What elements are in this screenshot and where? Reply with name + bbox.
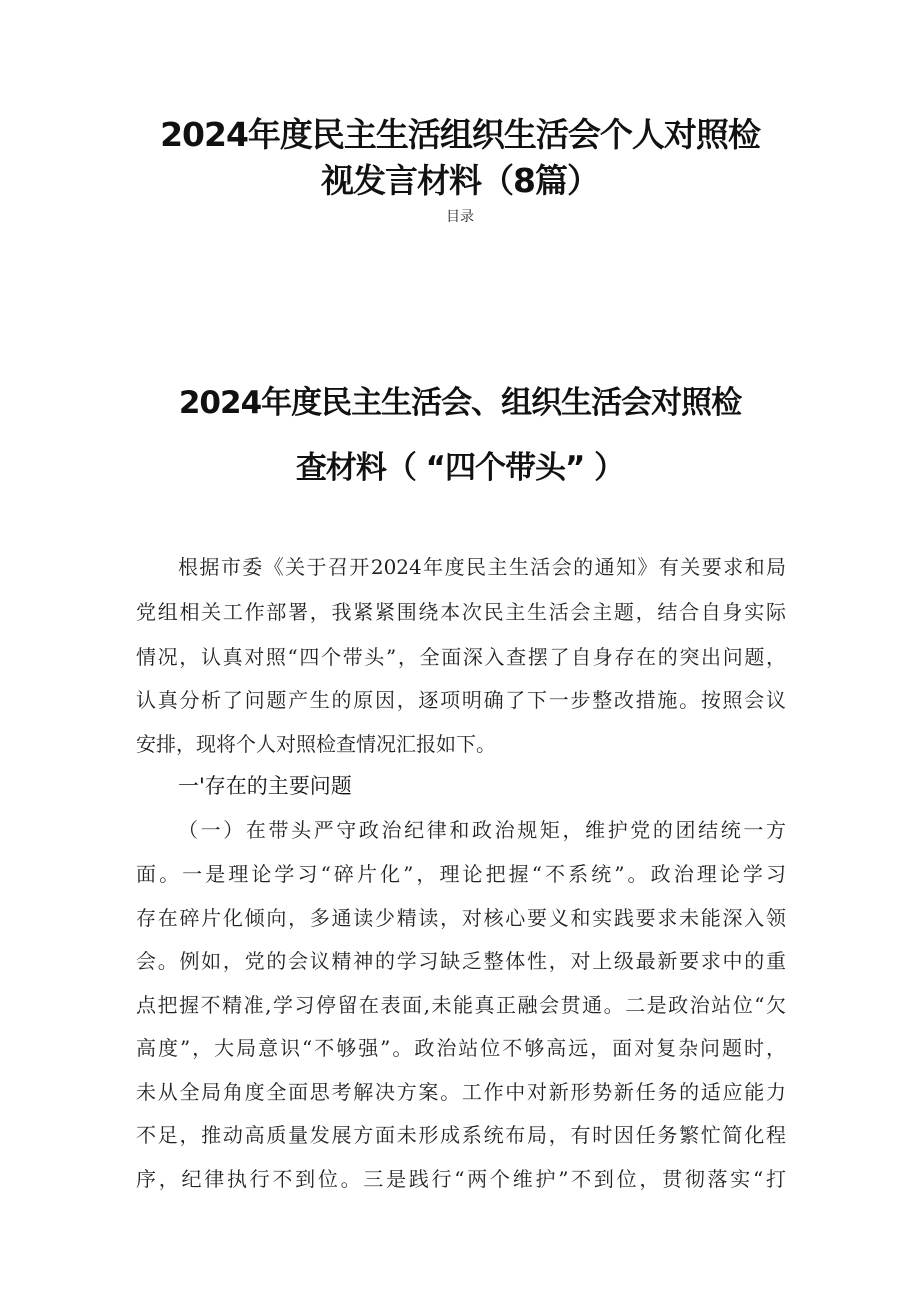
document-title-line-2: 视发言材料（8篇） xyxy=(321,161,599,200)
text-line: 党组相关工作部署，我紧紧围绕本次民主生活会主题，结合自身实际 xyxy=(136,600,786,624)
section-title-line-1: 2024年度民主生活会、组织生活会对照检 xyxy=(178,385,742,421)
text-line: 序，纪律执行不到位。三是践行“两个维护”不到位，贯彻落实“打 xyxy=(136,1167,786,1191)
text-line: （一）在带头严守政治纪律和政治规矩，维护党的团结统一方 xyxy=(178,818,786,842)
text-line: 存在碎片化倾向，多通读少精读，对核心要义和实践要求未能深入领 xyxy=(136,906,786,930)
text-line: 安排，现将个人对照检查情况汇报如下。 xyxy=(136,732,496,756)
text-line: 认真分析了问题产生的原因，逐项明确了下一步整改措施。按照会议 xyxy=(136,688,786,712)
text-line: 情况，认真对照“四个带头”，全面深入查摆了自身存在的突出问题， xyxy=(136,645,786,669)
document-title-line-1: 2024年度民主生活组织生活会个人对照检 xyxy=(160,115,760,154)
section-title-line-2: 查材料（ “四个带头” ） xyxy=(295,450,625,486)
text-line: 高度”，大局意识“不够强”。政治站位不够高远，面对复杂问题时， xyxy=(136,1036,786,1060)
text-line: 会。例如，党的会议精神的学习缺乏整体性，对上级最新要求中的重 xyxy=(136,949,786,973)
text-line: 根据市委《关于召开2024年度民主生活会的通知》有关要求和局 xyxy=(178,555,786,579)
text-line: 未从全局角度全面思考解决方案。工作中对新形势新任务的适应能力 xyxy=(136,1080,786,1104)
text-line: 不足，推动高质量发展方面未形成系统布局，有时因任务繁忙简化程 xyxy=(136,1123,786,1147)
table-of-contents-label: 目录 xyxy=(446,209,474,225)
text-line: 点把握不精准,学习停留在表面,未能真正融会贯通。二是政治站位“欠 xyxy=(136,993,786,1017)
subheading-main-problems: 一'存在的主要问题 xyxy=(178,774,352,798)
text-line: 面。一是理论学习“碎片化”，理论把握“不系统”。政治理论学习 xyxy=(136,862,786,886)
